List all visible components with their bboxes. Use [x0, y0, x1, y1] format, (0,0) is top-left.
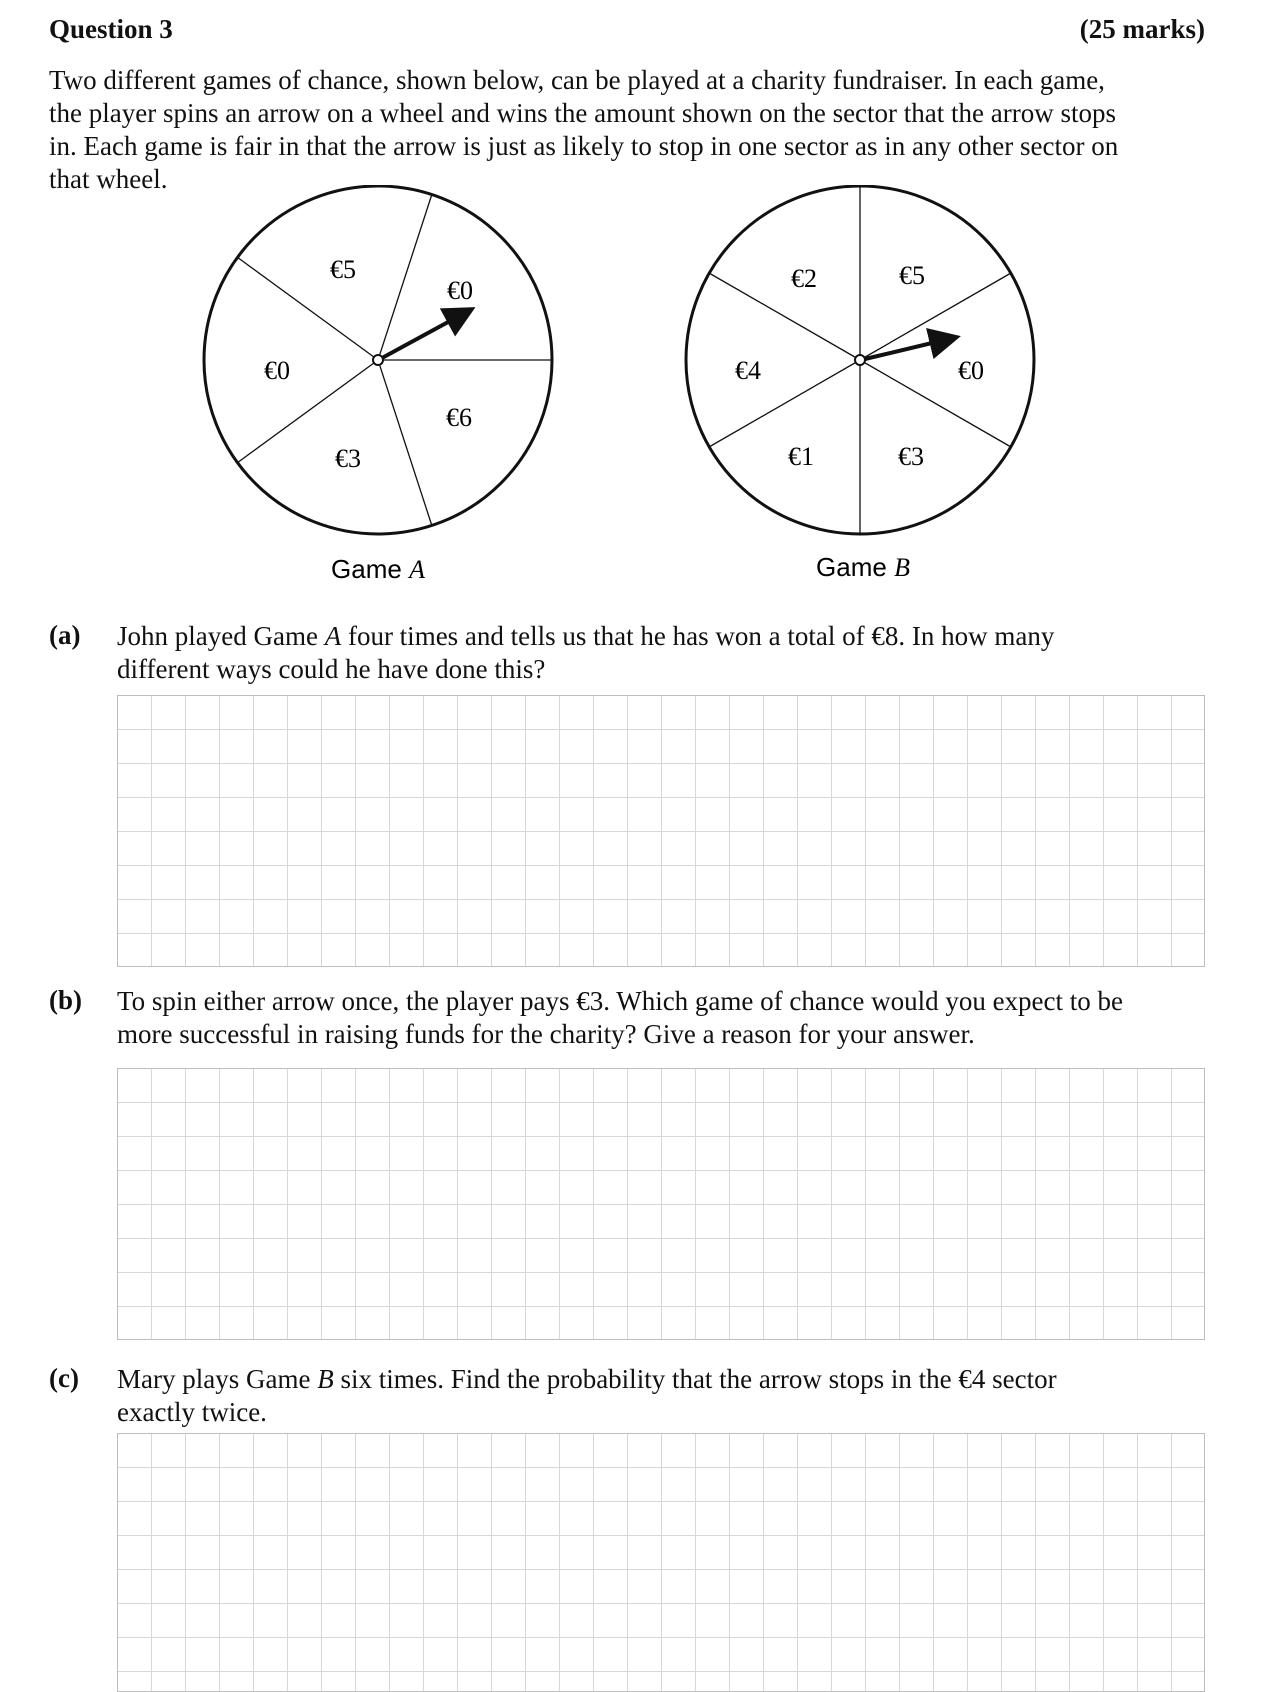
spinner-wheels-figure — [0, 185, 1278, 595]
part-a-line: different ways could he have done this? — [117, 654, 546, 684]
game-b-divider — [709, 360, 860, 447]
game-b-wheel — [686, 186, 1034, 582]
intro-line: in. Each game is fair in that the arrow is just as likely to stop in one sector as in any other sector on — [49, 131, 1119, 161]
part-a-line: John played Game A four times and tells us that he has won a total of €8. In how many — [117, 621, 1055, 651]
game-a-wheel — [204, 186, 552, 584]
game-a-divider — [378, 360, 432, 526]
part-b-line: To spin either arrow once, the player pays €3. Which game of chance would you expect to be — [117, 986, 1124, 1016]
intro-line: the player spins an arrow on a wheel and wins the amount shown on the sector that the arrow stops — [49, 98, 1116, 128]
game-a-divider — [237, 257, 378, 360]
game-a-arrow — [382, 309, 472, 358]
game-b-divider — [860, 360, 1011, 447]
part-b-line: more successful in raising funds for the charity? Give a reason for your answer. — [117, 1019, 975, 1049]
game-b-sector-label: €5 — [899, 261, 925, 290]
game-b-sector-label: €4 — [735, 356, 761, 385]
game-a-sector-label: €6 — [446, 403, 472, 432]
part-b-answer-grid[interactable] — [117, 1068, 1205, 1340]
game-b-caption: Game B — [816, 552, 910, 582]
part-c-question — [117, 1363, 1057, 1429]
game-b-divider — [709, 273, 860, 360]
game-a-sector-label: €3 — [335, 444, 361, 473]
part-c-line: exactly twice. — [117, 1397, 267, 1427]
part-a-letter: (a) — [49, 620, 81, 650]
part-c-letter: (c) — [49, 1363, 79, 1393]
question-intro — [49, 64, 1229, 196]
part-b-question — [117, 985, 1123, 1051]
game-a-sector-label: €5 — [330, 255, 356, 284]
intro-line: that wheel. — [49, 164, 168, 194]
part-a-question — [117, 620, 1054, 686]
intro-line: Two different games of chance, shown below, can be played at a charity fundraiser. In each game, — [49, 65, 1105, 95]
game-a-sector-label: €0 — [447, 276, 473, 305]
game-b-sector-label: €0 — [958, 356, 984, 385]
part-a-answer-grid[interactable] — [117, 695, 1205, 967]
question-title: Question 3 — [49, 14, 173, 44]
game-b-pivot — [855, 355, 865, 365]
game-b-sector-label: €1 — [788, 442, 814, 471]
game-b-arrow — [865, 337, 957, 359]
question-marks: (25 marks) — [1079, 14, 1205, 44]
game-b-sector-label: €2 — [791, 264, 817, 293]
game-a-sector-label: €0 — [264, 356, 290, 385]
part-b-letter: (b) — [49, 985, 82, 1015]
game-a-caption: Game A — [331, 554, 425, 584]
game-b-sector-label: €3 — [898, 442, 924, 471]
part-c-line: Mary plays Game B six times. Find the probability that the arrow stops in the €4 sector — [117, 1364, 1057, 1394]
game-a-pivot — [373, 355, 383, 365]
game-b-divider — [860, 273, 1011, 360]
part-c-answer-grid[interactable] — [117, 1433, 1205, 1692]
